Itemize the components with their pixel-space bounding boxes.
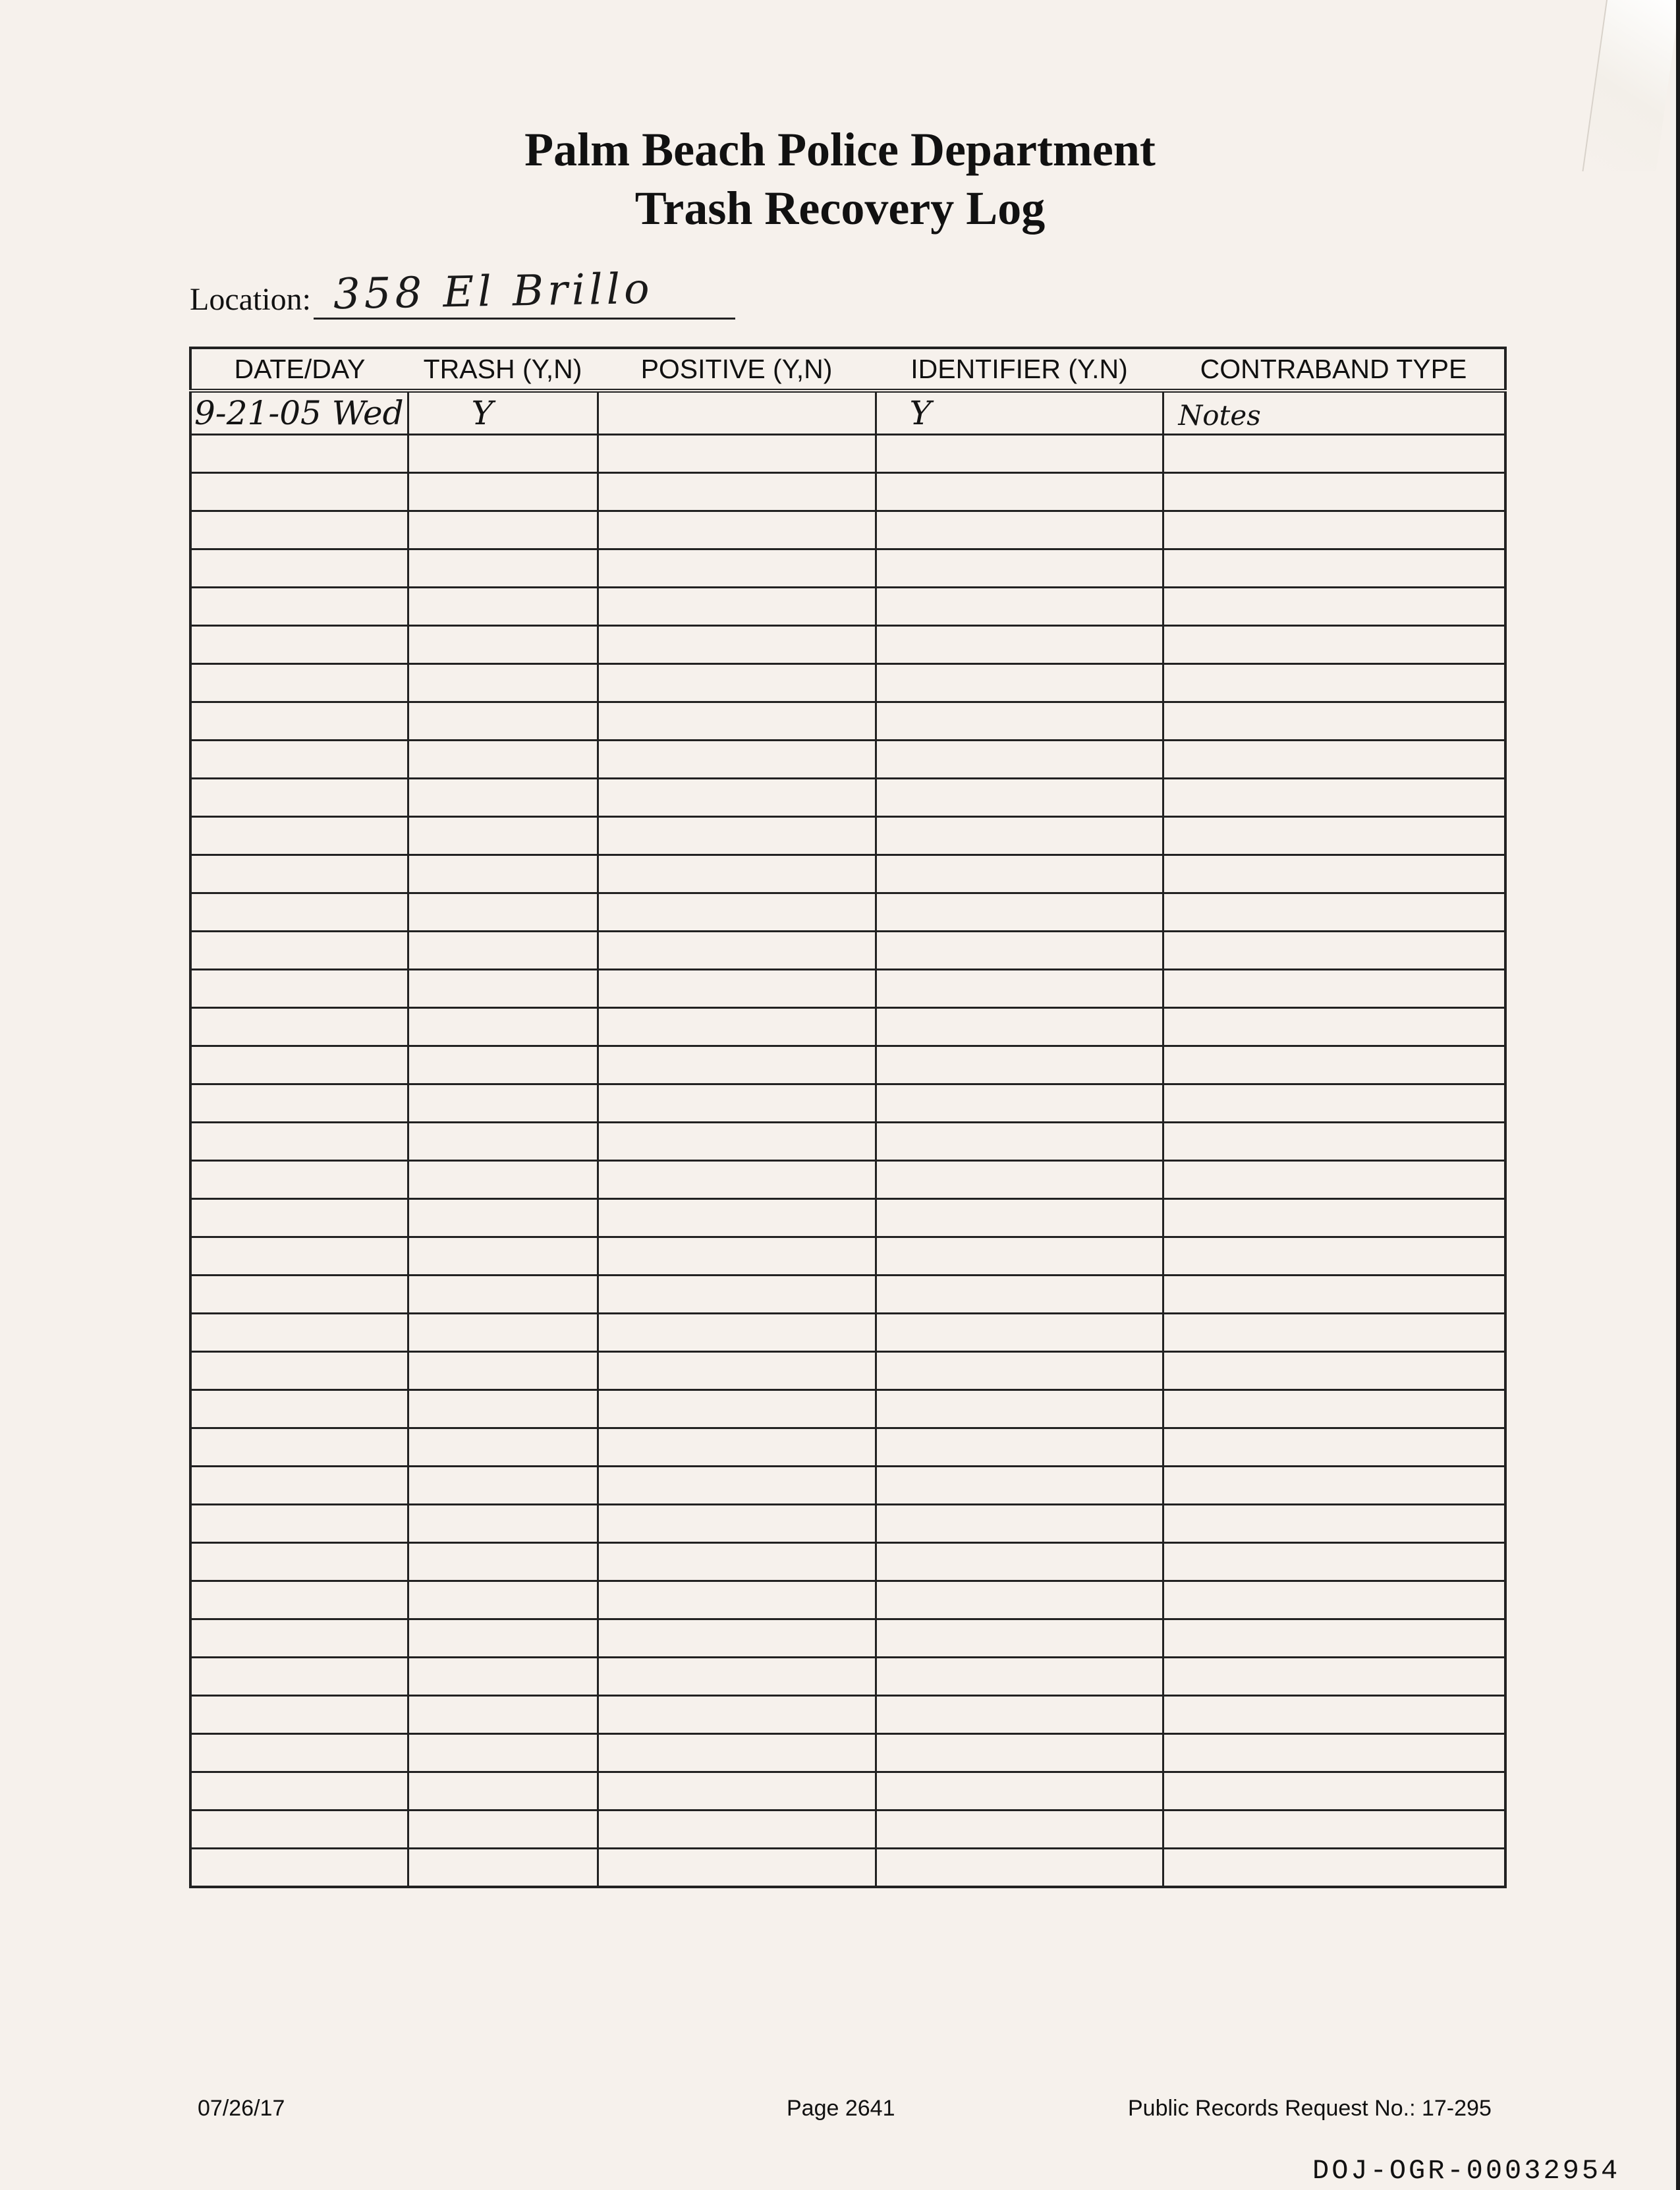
positive-cell xyxy=(598,1696,876,1734)
identifier-cell xyxy=(876,1734,1163,1772)
contraband-cell xyxy=(1163,1199,1505,1237)
table-row xyxy=(190,1772,1505,1811)
contraband-cell xyxy=(1163,855,1505,893)
trash-cell xyxy=(408,855,598,893)
table-header-row xyxy=(190,348,1505,391)
table-row xyxy=(190,1428,1505,1467)
contraband-cell xyxy=(1163,741,1505,779)
identifier-cell xyxy=(876,1084,1163,1123)
trash-cell xyxy=(408,391,598,435)
identifier-cell xyxy=(876,1314,1163,1352)
contraband-cell xyxy=(1163,1734,1505,1772)
table-row xyxy=(190,549,1505,588)
positive-cell xyxy=(598,473,876,511)
location-field xyxy=(190,264,735,320)
contraband-cell xyxy=(1163,1849,1505,1888)
identifier-cell xyxy=(876,1696,1163,1734)
trash-cell xyxy=(408,1352,598,1390)
trash-cell xyxy=(408,1237,598,1276)
identifier-cell xyxy=(876,1811,1163,1849)
identifier-cell xyxy=(876,1161,1163,1199)
date-cell xyxy=(190,1734,408,1772)
identifier-cell xyxy=(876,1658,1163,1696)
footer-request-number: Public Records Request No.: 17-295 xyxy=(1128,2096,1492,2121)
contraband-cell xyxy=(1163,1123,1505,1161)
trash-cell xyxy=(408,1696,598,1734)
document-title: Palm Beach Police Department xyxy=(524,123,1156,176)
table-row xyxy=(190,1008,1505,1046)
date-cell xyxy=(190,391,408,435)
positive-cell xyxy=(598,435,876,473)
contraband-cell xyxy=(1163,702,1505,741)
positive-cell xyxy=(598,1199,876,1237)
scan-edge xyxy=(1676,0,1680,2190)
date-cell xyxy=(190,1696,408,1734)
table-row xyxy=(190,1734,1505,1772)
table-row xyxy=(190,855,1505,893)
positive-cell xyxy=(598,664,876,702)
positive-cell xyxy=(598,391,876,435)
table-row xyxy=(190,1199,1505,1237)
contraband-cell xyxy=(1163,932,1505,970)
table-row xyxy=(190,1505,1505,1543)
column-header-date: DATE/DAY xyxy=(190,348,408,391)
identifier-cell xyxy=(876,1581,1163,1619)
contraband-cell xyxy=(1163,1467,1505,1505)
trash-cell xyxy=(408,779,598,817)
table-row xyxy=(190,1314,1505,1352)
trash-cell xyxy=(408,1123,598,1161)
contraband-cell xyxy=(1163,1046,1505,1084)
table-row xyxy=(190,779,1505,817)
positive-cell xyxy=(598,626,876,664)
contraband-cell xyxy=(1163,1811,1505,1849)
contraband-cell xyxy=(1163,626,1505,664)
trash-cell xyxy=(408,511,598,549)
table-row xyxy=(190,1543,1505,1581)
table-row xyxy=(190,1161,1505,1199)
date-cell xyxy=(190,1658,408,1696)
trash-cell xyxy=(408,1046,598,1084)
table-row xyxy=(190,1237,1505,1276)
date-cell xyxy=(190,1314,408,1352)
trash-cell xyxy=(408,1084,598,1123)
trash-cell xyxy=(408,1734,598,1772)
positive-cell xyxy=(598,1084,876,1123)
contraband-cell xyxy=(1163,511,1505,549)
positive-cell xyxy=(598,1276,876,1314)
handwritten-contraband: Notes xyxy=(1178,399,1261,432)
trash-cell xyxy=(408,1505,598,1543)
positive-cell xyxy=(598,893,876,932)
identifier-cell xyxy=(876,1772,1163,1811)
identifier-cell xyxy=(876,779,1163,817)
contraband-cell xyxy=(1163,1084,1505,1123)
identifier-cell xyxy=(876,1428,1163,1467)
identifier-cell xyxy=(876,1046,1163,1084)
column-header-identifier: IDENTIFIER (Y.N) xyxy=(876,348,1163,391)
trash-cell xyxy=(408,1543,598,1581)
identifier-cell xyxy=(876,1849,1163,1888)
positive-cell xyxy=(598,1619,876,1658)
contraband-cell xyxy=(1163,1008,1505,1046)
date-cell xyxy=(190,970,408,1008)
footer-date: 07/26/17 xyxy=(198,2096,285,2121)
table-row xyxy=(190,741,1505,779)
column-header-positive: POSITIVE (Y,N) xyxy=(598,348,876,391)
date-cell xyxy=(190,817,408,855)
trash-cell xyxy=(408,932,598,970)
date-cell xyxy=(190,1390,408,1428)
identifier-cell xyxy=(876,588,1163,626)
column-header-contraband: CONTRABAND TYPE xyxy=(1163,348,1505,391)
contraband-cell xyxy=(1163,1658,1505,1696)
date-cell xyxy=(190,1276,408,1314)
positive-cell xyxy=(598,1123,876,1161)
trash-cell xyxy=(408,1314,598,1352)
column-header-trash: TRASH (Y,N) xyxy=(408,348,598,391)
positive-cell xyxy=(598,1314,876,1352)
contraband-cell xyxy=(1163,549,1505,588)
positive-cell xyxy=(598,702,876,741)
date-cell xyxy=(190,932,408,970)
trash-cell xyxy=(408,1619,598,1658)
positive-cell xyxy=(598,1811,876,1849)
positive-cell xyxy=(598,1505,876,1543)
date-cell xyxy=(190,511,408,549)
handwritten-identifier: Y xyxy=(909,394,932,432)
trash-recovery-log-table xyxy=(189,347,1507,1888)
table-row xyxy=(190,1084,1505,1123)
date-cell xyxy=(190,1352,408,1390)
positive-cell xyxy=(598,1352,876,1390)
table-row xyxy=(190,1352,1505,1390)
identifier-cell xyxy=(876,1467,1163,1505)
date-cell xyxy=(190,473,408,511)
table-row xyxy=(190,932,1505,970)
trash-cell xyxy=(408,893,598,932)
date-cell xyxy=(190,1008,408,1046)
date-cell xyxy=(190,893,408,932)
date-cell xyxy=(190,664,408,702)
trash-cell xyxy=(408,1199,598,1237)
identifier-cell xyxy=(876,1505,1163,1543)
identifier-cell xyxy=(876,1543,1163,1581)
positive-cell xyxy=(598,1161,876,1199)
positive-cell xyxy=(598,1772,876,1811)
contraband-cell xyxy=(1163,1619,1505,1658)
trash-cell xyxy=(408,1811,598,1849)
date-cell xyxy=(190,1428,408,1467)
table-row xyxy=(190,664,1505,702)
contraband-cell xyxy=(1163,1543,1505,1581)
contraband-cell xyxy=(1163,817,1505,855)
table-row xyxy=(190,1849,1505,1888)
identifier-cell xyxy=(876,664,1163,702)
date-cell xyxy=(190,435,408,473)
identifier-cell xyxy=(876,893,1163,932)
table-row xyxy=(190,1276,1505,1314)
contraband-cell xyxy=(1163,1237,1505,1276)
trash-cell xyxy=(408,1658,598,1696)
date-cell xyxy=(190,1237,408,1276)
contraband-cell xyxy=(1163,1352,1505,1390)
table-row xyxy=(190,817,1505,855)
positive-cell xyxy=(598,1543,876,1581)
trash-cell xyxy=(408,1467,598,1505)
contraband-cell xyxy=(1163,1772,1505,1811)
date-cell xyxy=(190,549,408,588)
identifier-cell xyxy=(876,1237,1163,1276)
handwritten-date: 9-21-05 Wed xyxy=(194,394,404,432)
contraband-cell xyxy=(1163,1276,1505,1314)
contraband-cell xyxy=(1163,664,1505,702)
positive-cell xyxy=(598,1734,876,1772)
table-row xyxy=(190,1696,1505,1734)
handwritten-trash: Y xyxy=(471,394,493,432)
trash-cell xyxy=(408,1428,598,1467)
table-row xyxy=(190,1619,1505,1658)
document-subtitle: Trash Recovery Log xyxy=(634,182,1046,235)
table-row xyxy=(190,893,1505,932)
footer-page-number: Page 2641 xyxy=(787,2096,895,2121)
date-cell xyxy=(190,1581,408,1619)
contraband-cell xyxy=(1163,1505,1505,1543)
positive-cell xyxy=(598,817,876,855)
table-row xyxy=(190,970,1505,1008)
positive-cell xyxy=(598,1008,876,1046)
contraband-cell xyxy=(1163,1314,1505,1352)
positive-cell xyxy=(598,970,876,1008)
contraband-cell xyxy=(1163,893,1505,932)
trash-cell xyxy=(408,664,598,702)
contraband-cell xyxy=(1163,473,1505,511)
date-cell xyxy=(190,779,408,817)
date-cell xyxy=(190,1619,408,1658)
date-cell xyxy=(190,626,408,664)
positive-cell xyxy=(598,855,876,893)
table-row xyxy=(190,1390,1505,1428)
table-row xyxy=(190,1467,1505,1505)
date-cell xyxy=(190,855,408,893)
contraband-cell xyxy=(1163,1581,1505,1619)
trash-cell xyxy=(408,1161,598,1199)
contraband-cell xyxy=(1163,1696,1505,1734)
identifier-cell xyxy=(876,1123,1163,1161)
table-row xyxy=(190,473,1505,511)
table-row xyxy=(190,511,1505,549)
identifier-cell xyxy=(876,741,1163,779)
contraband-cell xyxy=(1163,1161,1505,1199)
positive-cell xyxy=(598,1428,876,1467)
date-cell xyxy=(190,1505,408,1543)
trash-cell xyxy=(408,817,598,855)
identifier-cell xyxy=(876,511,1163,549)
identifier-cell xyxy=(876,855,1163,893)
trash-cell xyxy=(408,626,598,664)
trash-cell xyxy=(408,1581,598,1619)
trash-cell xyxy=(408,970,598,1008)
positive-cell xyxy=(598,741,876,779)
positive-cell xyxy=(598,1390,876,1428)
positive-cell xyxy=(598,779,876,817)
identifier-cell xyxy=(876,1008,1163,1046)
contraband-cell xyxy=(1163,435,1505,473)
trash-cell xyxy=(408,741,598,779)
trash-cell xyxy=(408,1276,598,1314)
table-row xyxy=(190,588,1505,626)
positive-cell xyxy=(598,1046,876,1084)
identifier-cell xyxy=(876,1276,1163,1314)
date-cell xyxy=(190,1046,408,1084)
trash-cell xyxy=(408,473,598,511)
contraband-cell xyxy=(1163,779,1505,817)
positive-cell xyxy=(598,932,876,970)
date-cell xyxy=(190,1199,408,1237)
contraband-cell xyxy=(1163,1390,1505,1428)
positive-cell xyxy=(598,1581,876,1619)
table-row xyxy=(190,626,1505,664)
date-cell xyxy=(190,1772,408,1811)
positive-cell xyxy=(598,511,876,549)
date-cell xyxy=(190,1543,408,1581)
trash-cell xyxy=(408,1390,598,1428)
date-cell xyxy=(190,1161,408,1199)
identifier-cell xyxy=(876,702,1163,741)
date-cell xyxy=(190,1467,408,1505)
bates-number: DOJ-OGR-00032954 xyxy=(1312,2155,1621,2187)
identifier-cell xyxy=(876,626,1163,664)
contraband-cell xyxy=(1163,1428,1505,1467)
identifier-cell xyxy=(876,970,1163,1008)
positive-cell xyxy=(598,1658,876,1696)
identifier-cell xyxy=(876,391,1163,435)
date-cell xyxy=(190,588,408,626)
trash-cell xyxy=(408,435,598,473)
identifier-cell xyxy=(876,435,1163,473)
identifier-cell xyxy=(876,1390,1163,1428)
positive-cell xyxy=(598,1467,876,1505)
table-row xyxy=(190,1046,1505,1084)
date-cell xyxy=(190,1849,408,1888)
identifier-cell xyxy=(876,1619,1163,1658)
date-cell xyxy=(190,741,408,779)
date-cell xyxy=(190,1084,408,1123)
trash-cell xyxy=(408,588,598,626)
location-line xyxy=(314,264,735,320)
table-row xyxy=(190,1811,1505,1849)
trash-cell xyxy=(408,1008,598,1046)
trash-cell xyxy=(408,1849,598,1888)
identifier-cell xyxy=(876,549,1163,588)
identifier-cell xyxy=(876,473,1163,511)
contraband-cell xyxy=(1163,588,1505,626)
positive-cell xyxy=(598,549,876,588)
positive-cell xyxy=(598,588,876,626)
trash-cell xyxy=(408,702,598,741)
identifier-cell xyxy=(876,1352,1163,1390)
contraband-cell xyxy=(1163,391,1505,435)
identifier-cell xyxy=(876,817,1163,855)
date-cell xyxy=(190,1123,408,1161)
identifier-cell xyxy=(876,1199,1163,1237)
table-row xyxy=(190,391,1505,435)
table-row xyxy=(190,1581,1505,1619)
date-cell xyxy=(190,702,408,741)
contraband-cell xyxy=(1163,970,1505,1008)
identifier-cell xyxy=(876,932,1163,970)
trash-cell xyxy=(408,549,598,588)
location-label: Location: xyxy=(190,282,311,317)
table-row xyxy=(190,702,1505,741)
trash-cell xyxy=(408,1772,598,1811)
positive-cell xyxy=(598,1237,876,1276)
table-row xyxy=(190,435,1505,473)
location-handwritten-value: 358 El Brillo xyxy=(333,264,654,320)
positive-cell xyxy=(598,1849,876,1888)
date-cell xyxy=(190,1811,408,1849)
table-row xyxy=(190,1123,1505,1161)
table-row xyxy=(190,1658,1505,1696)
